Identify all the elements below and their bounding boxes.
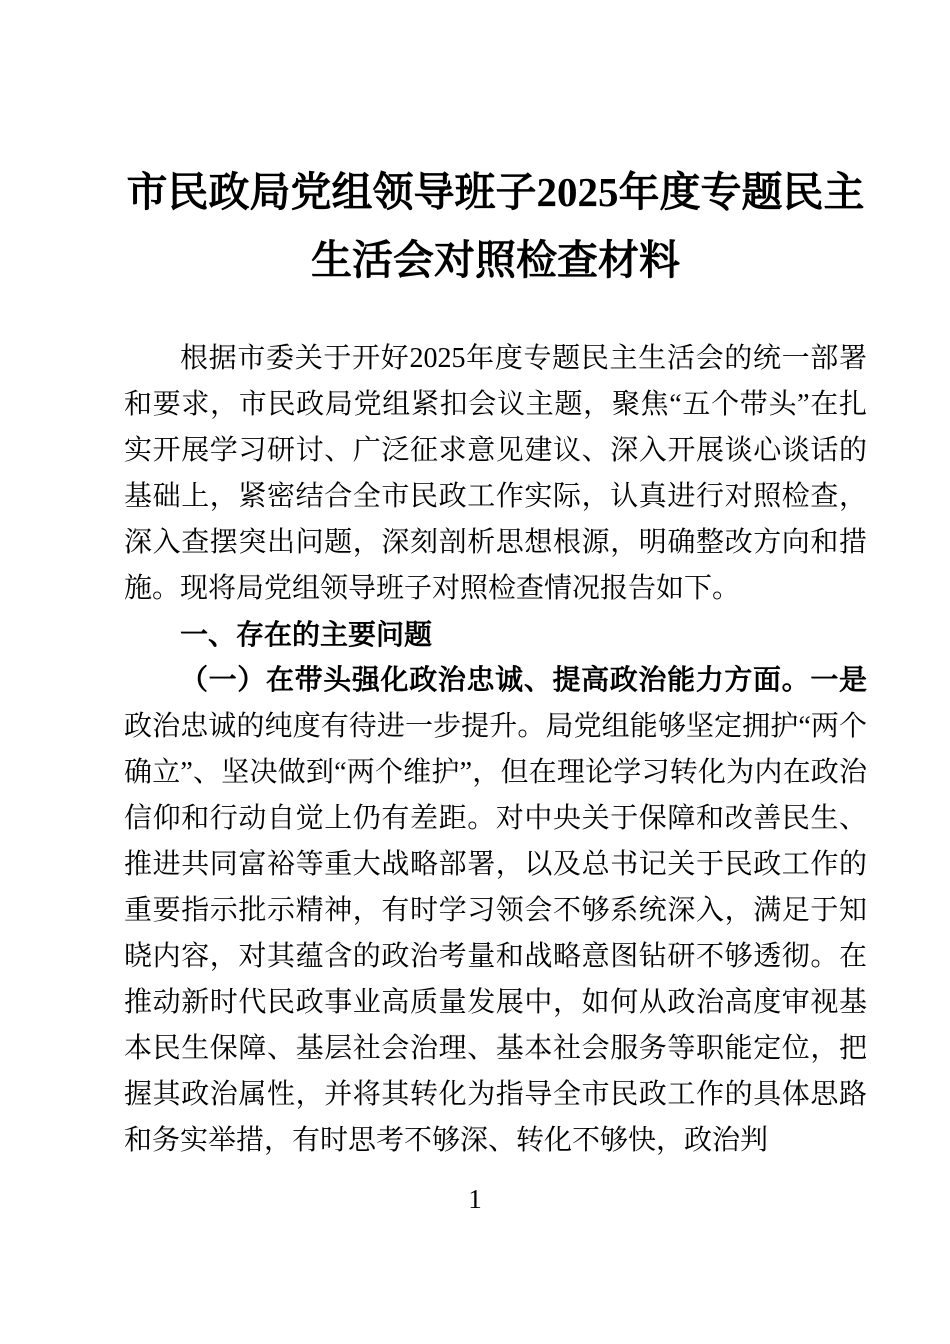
intro-paragraph: 根据市委关于开好2025年度专题民主生活会的统一部署和要求，市民政局党组紧扣会议主题，聚焦“五个带头”在扎实开展学习研讨、广泛征求意见建议、深入开展谈心谈话的基础上，紧密结合全市民政工作实际，认真进行对照检查，深入查摆突出问题，深刻剖析思想根源，明确整改方向和措施。现将局党组领导班子对照检查情况报告如下。 [124, 343, 867, 604]
problem-paragraph [124, 658, 867, 1164]
document-title-line-2: 生活会对照检查材料 [311, 237, 680, 283]
document-content [124, 158, 867, 1164]
problem-body-text: 政治忠诚的纯度有待进一步提升。局党组能够坚定拥护“两个确立”、坚决做到“两个维护”，但在理论学习转化为内在政治信仰和行动自觉上仍有差距。对中央关于保障和改善民生、推进共同富裕等重大战略部署，以及总书记关于民政工作的重要指示批示精神，有时学习领会不够系统深入，满足于知晓内容，对其蕴含的政治考量和战略意图钻研不够透彻。在推动新时代民政事业高质量发展中，如何从政治高度审视基本民生保障、基层社会治理、基本社会服务等职能定位，把握其政治属性，并将其转化为指导全市民政工作的具体思路和务实举措，有时思考不够深、转化不够快，政治判 [124, 711, 867, 1156]
section-heading-problems: 一、存在的主要问题 [180, 619, 433, 650]
problem-lead-sentence: （一）在带头强化政治忠诚、提高政治能力方面。一是 [180, 665, 867, 696]
document-title [124, 158, 867, 294]
page-number: 1 [468, 1184, 482, 1214]
document-title-line-1: 市民政局党组领导班子2025年度专题民主 [126, 169, 865, 215]
